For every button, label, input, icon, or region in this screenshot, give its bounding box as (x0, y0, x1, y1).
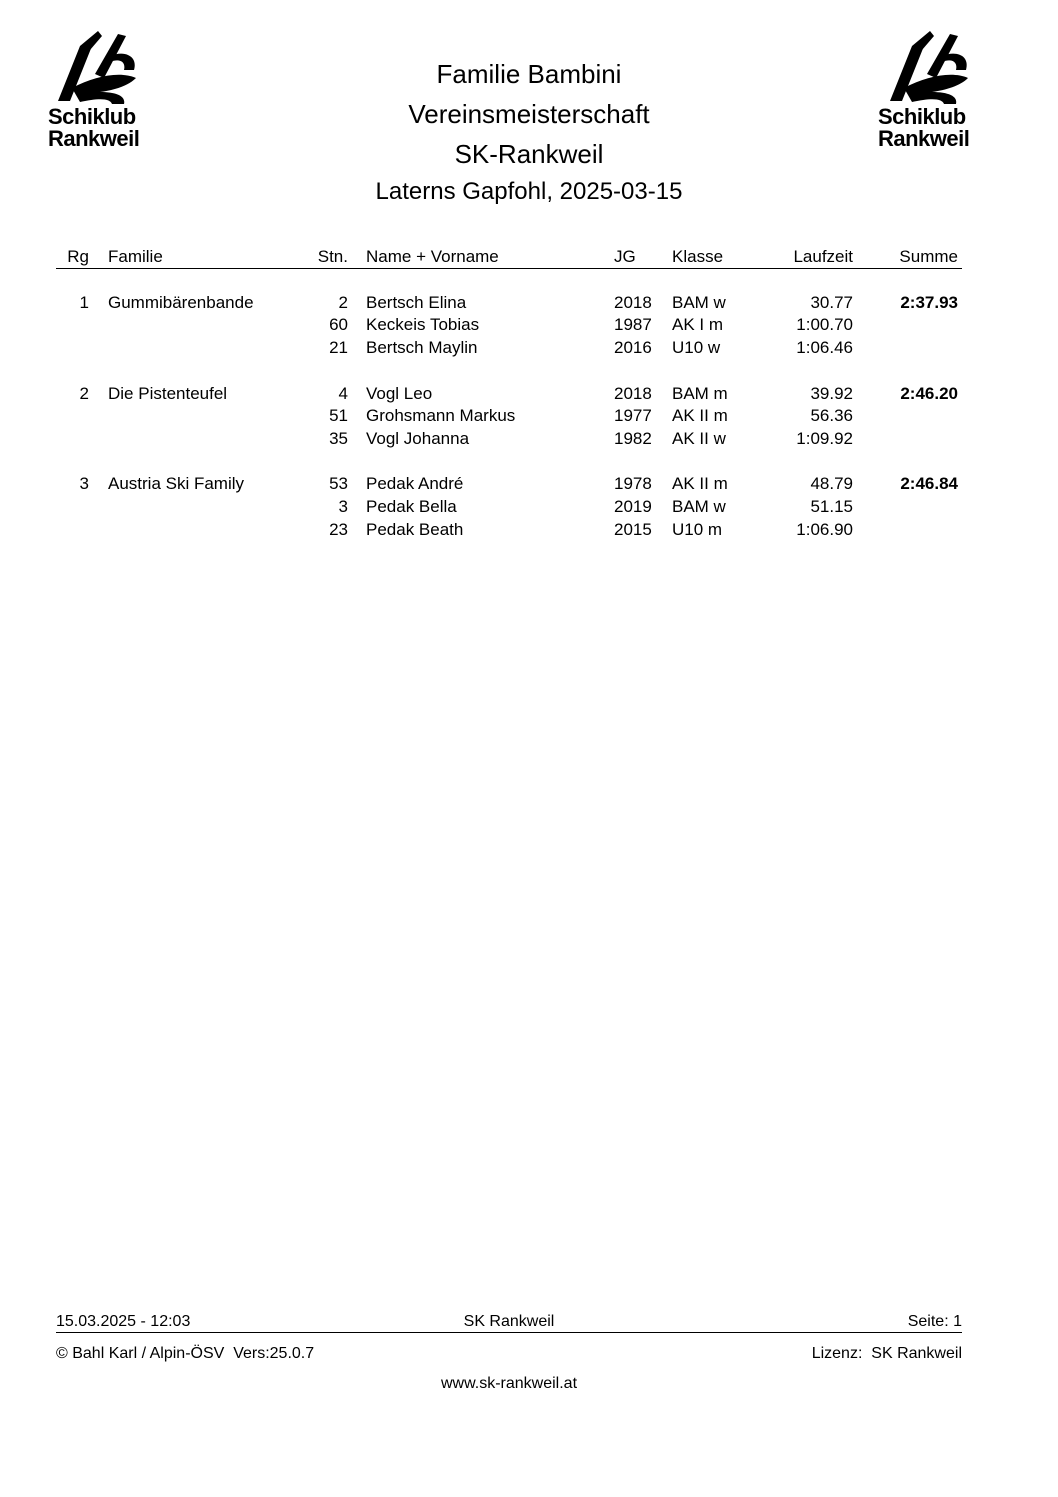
header-divider (56, 268, 962, 269)
row-jg: 2016 (614, 338, 652, 357)
footer-website: www.sk-rankweil.at (440, 1375, 578, 1392)
row-name: Bertsch Maylin (366, 338, 478, 357)
title-event: Familie Bambini (436, 59, 622, 89)
row-name: Pedak Bella (366, 497, 457, 516)
group-total: 2:46.20 (900, 384, 958, 403)
row-stn: 35 (329, 429, 348, 448)
logo-line2: Rankweil (878, 126, 970, 151)
col-header-summe: Summe (899, 247, 958, 266)
row-time: 1:09.92 (796, 429, 853, 448)
title-location-date: Laterns Gapfohl, 2025-03-15 (375, 178, 683, 205)
col-header-name: Name + Vorname (366, 247, 499, 266)
row-name: Bertsch Elina (366, 293, 467, 312)
row-time: 56.36 (810, 406, 853, 425)
row-klasse: U10 m (672, 520, 723, 539)
row-klasse: AK II m (672, 406, 728, 425)
footer-page: Seite: 1 (907, 1313, 962, 1330)
group-family: Gummibärenbande (108, 293, 254, 312)
col-header-klasse: Klasse (672, 247, 724, 266)
row-name: Pedak Beath (366, 520, 464, 539)
row-stn: 53 (329, 474, 348, 493)
group-family: Die Pistenteufel (108, 384, 228, 403)
footer-datetime: 15.03.2025 - 12:03 (56, 1313, 191, 1330)
row-time: 1:00.70 (796, 315, 853, 334)
row-jg: 2015 (614, 520, 652, 539)
row-time: 51.15 (810, 497, 853, 516)
row-time: 1:06.90 (796, 520, 853, 539)
row-time: 39.92 (810, 384, 853, 403)
footer-divider (56, 1332, 962, 1333)
row-stn: 2 (338, 293, 348, 312)
group-total: 2:46.84 (900, 474, 958, 493)
row-klasse: U10 w (672, 338, 721, 357)
row-name: Grohsmann Markus (366, 406, 516, 425)
row-name: Vogl Leo (366, 384, 433, 403)
col-header-familie: Familie (108, 247, 163, 266)
group-rank: 2 (79, 384, 89, 403)
footer-club: SK Rankweil (463, 1313, 555, 1330)
footer-license: Lizenz: SK Rankweil (811, 1345, 962, 1362)
row-klasse: BAM w (672, 293, 726, 312)
row-stn: 23 (329, 520, 348, 539)
title-club: SK-Rankweil (454, 139, 604, 169)
col-header-jg: JG (614, 247, 636, 266)
logo-line1: Schiklub (48, 104, 136, 129)
row-klasse: BAM m (672, 384, 728, 403)
row-stn: 21 (329, 338, 348, 357)
group-rank: 3 (79, 474, 89, 493)
title-championship: Vereinsmeisterschaft (408, 99, 650, 129)
group-family: Austria Ski Family (108, 474, 245, 493)
row-time: 30.77 (810, 293, 853, 312)
row-jg: 2019 (614, 497, 652, 516)
row-klasse: BAM w (672, 497, 726, 516)
row-klasse: AK II m (672, 474, 728, 493)
row-jg: 2018 (614, 293, 652, 312)
row-jg: 1978 (614, 474, 652, 493)
row-klasse: AK I m (672, 315, 724, 334)
row-klasse: AK II w (672, 429, 726, 448)
footer-copyright: © Bahl Karl / Alpin-ÖSV Vers:25.0.7 (56, 1345, 315, 1362)
group-total: 2:37.93 (900, 293, 958, 312)
row-stn: 4 (338, 384, 348, 403)
row-time: 48.79 (810, 474, 853, 493)
col-header-laufzeit: Laufzeit (793, 247, 853, 266)
row-time: 1:06.46 (796, 338, 853, 357)
row-jg: 2018 (614, 384, 652, 403)
row-jg: 1982 (614, 429, 652, 448)
row-stn: 51 (329, 406, 348, 425)
row-jg: 1977 (614, 406, 652, 425)
row-stn: 3 (338, 497, 348, 516)
row-name: Pedak André (366, 474, 464, 493)
row-name: Keckeis Tobias (366, 315, 480, 334)
col-header-stn: Stn. (317, 247, 348, 266)
logo-line2: Rankweil (48, 126, 140, 151)
row-stn: 60 (329, 315, 348, 334)
group-rank: 1 (79, 293, 89, 312)
logo-line1: Schiklub (878, 104, 966, 129)
col-header-rg: Rg (67, 247, 89, 266)
row-name: Vogl Johanna (366, 429, 470, 448)
row-jg: 1987 (614, 315, 652, 334)
